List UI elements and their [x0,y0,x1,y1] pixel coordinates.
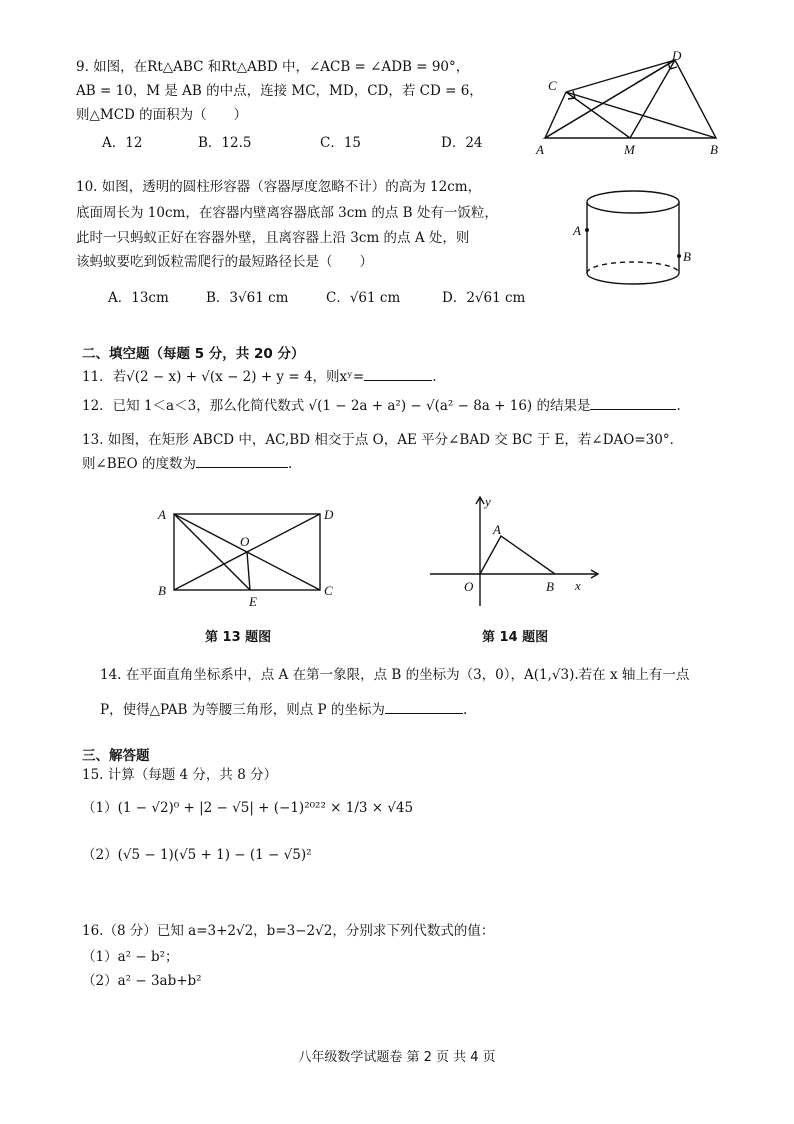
q14-coordinate-figure [425,490,605,610]
q10-line-3: 此时一只蚂蚁正好在容器外壁，且离容器上沿 3cm 的点 A 处，则 [76,230,470,246]
q13-label-c: C [324,583,333,598]
q10-label-b: B [683,249,691,264]
q9-label-b: B [710,142,718,157]
q13-label-b: B [158,583,166,598]
section-answer-heading: 三、解答题 [82,748,150,764]
q14-label-b: B [546,579,554,594]
page-footer: 八年级数学试题卷 第 2 页 共 4 页 [298,1050,496,1065]
q9-label-d: D [672,48,682,63]
q14-label-a: A [493,522,501,537]
q9-label-c: C [548,78,557,93]
q14-label-x: x [575,578,581,593]
q13-answer-blank[interactable] [196,453,288,468]
q13-end: . [287,456,293,472]
q14-end: . [462,702,468,718]
q10-option-d: D．2√61 cm [442,290,526,306]
q16-title: 16.（8 分）已知 a=3+2√2，b=3−2√2，分别求下列代数式的值： [82,923,495,939]
q13-rectangle-figure [150,500,340,612]
q10-option-a: A．13cm [108,290,169,306]
q14-caption: 第 14 题图 [482,630,549,645]
q9-line-3: 则△MCD 的面积为（ ） [76,107,248,123]
q13-line-2: 则∠BEO 的度数为 [82,456,196,472]
q14-label-y: y [485,494,491,509]
q10-line-2: 底面周长为 10cm，在容器内壁离容器底部 3cm 的点 B 处有一饭粒， [76,205,498,221]
q16-part-2: （2）a² − 3ab+b² [82,973,202,989]
q9-option-d: D．24 [441,135,483,151]
q9-line-2: AB = 10，M 是 AB 的中点，连接 MC，MD，CD，若 CD = 6， [76,83,483,99]
q10-line-4: 该蚂蚁要吃到饭粒需爬行的最短路径长是（ ） [76,254,373,270]
q13-label-a: A [158,507,166,522]
q16-part-1: （1）a² − b²； [82,949,179,965]
q11-text: 11．若√(2 − x) + √(x − 2) + y = 4，则xʸ= [82,369,365,385]
q14-label-o: O [464,579,474,594]
q9-label-m: M [624,142,635,157]
q14-line-2: P，使得△PAB 为等腰三角形，则点 P 的坐标为 [100,702,385,718]
q10-label-a: A [573,223,581,238]
q14-answer-blank[interactable] [385,699,463,714]
q12-end: . [676,398,681,414]
q10-cylinder-figure [568,186,708,304]
q13-label-d: D [324,507,334,522]
q13-line-1: 13. 如图，在矩形 ABCD 中，AC,BD 相交于点 O，AE 平分∠BAD 交 BC 于 E，若∠DAO=30°． [82,432,684,448]
q15-title: 15. 计算（每题 4 分，共 8 分） [82,767,278,783]
q12-answer-blank[interactable] [590,395,676,410]
q14-line-2-wrap [100,699,467,721]
q9-option-c: C．15 [320,135,362,151]
q11-end: . [432,369,437,385]
q12-text: 12．已知 1＜a＜3，那么化简代数式 √(1 − 2a + a²) − √(a² − 8a + 16) 的结果是 [82,398,591,414]
q14-line-1: 14. 在平面直角坐标系中，点 A 在第一象限，点 B 的坐标为（3，0），A(1,√3).若在 x 轴上有一点 [100,667,690,683]
section-fill-in-blank-heading: 二、填空题（每题 5 分，共 20 分） [82,346,305,362]
q10-option-c: C．√61 cm [326,290,401,306]
q13-label-e: E [249,594,257,609]
q9-line-1: 9. 如图，在Rt△ABC 和Rt△ABD 中，∠ACB = ∠ADB = 90°， [76,59,470,75]
q15-part-1: （1）(1 − √2)⁰ + |2 − √5| + (−1)²⁰²² × 1/3 × √45 [82,800,414,816]
q9-label-a: A [536,142,544,157]
q15-part-2: （2）(√5 − 1)(√5 + 1) − (1 − √5)² [82,847,312,863]
q13-caption: 第 13 题图 [205,630,272,645]
q11 [82,366,436,388]
q13-line-2-wrap [82,453,292,475]
q9-option-a: A．12 [102,135,143,151]
q11-answer-blank[interactable] [364,366,432,381]
q13-label-o: O [240,534,250,549]
q12 [82,395,681,417]
q10-option-b: B．3√61 cm [206,290,289,306]
q9-figure [530,48,730,160]
q10-line-1: 10. 如图，透明的圆柱形容器（容器厚度忽略不计）的高为 12cm， [76,179,482,195]
q9-option-b: B．12.5 [198,135,252,151]
